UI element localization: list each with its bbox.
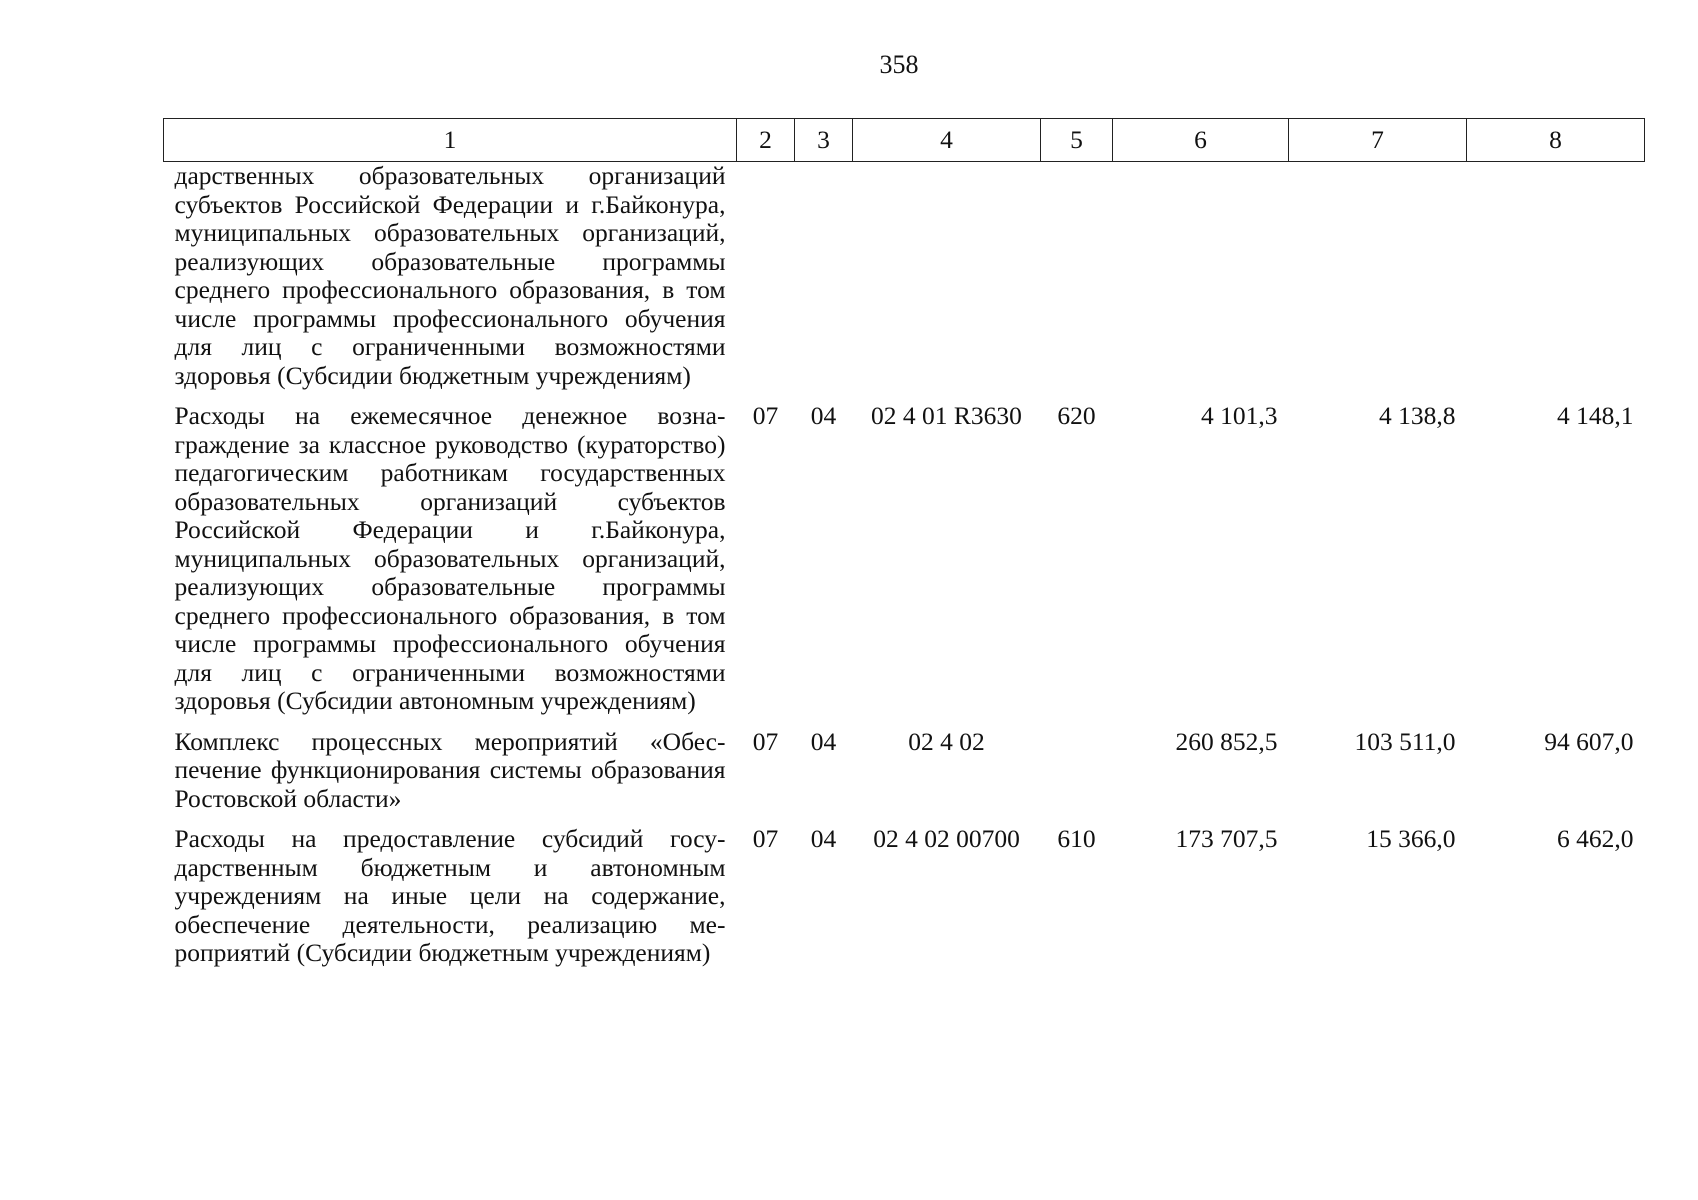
row-target-article: 02 4 02 — [908, 726, 985, 756]
column-header-5: 5 — [1041, 119, 1113, 162]
table-row — [164, 726, 1645, 824]
table-row — [164, 823, 1645, 978]
row-value-6: 260 852,5 — [1175, 726, 1278, 756]
row-target-article — [853, 162, 1041, 401]
row-expense-type: 620 — [1057, 401, 1096, 430]
table-row — [164, 162, 1645, 401]
column-header-4: 4 — [853, 119, 1041, 162]
row-value-7: 103 511,0 — [1354, 726, 1456, 756]
row-description: Расходы на ежемесячное денежное вознаграждение за классное руководство (кураторство) педагогическим работникам государственных образовательных организаций субъектов Российской Федерации и г.Байконура, муниципальных образовательных организаций, реализующих образовательные программы среднего профессионального образования, в том числе программы профессионального обучения для лиц с ограниченными возможностями здоровья (Субсидии автономным учреждениям) — [174, 401, 726, 715]
row-value-8: 4 148,1 — [1557, 401, 1634, 430]
row-section-code: 07 — [752, 726, 779, 756]
row-value-8 — [1467, 162, 1645, 401]
row-description: дарственных образовательных организаций субъектов Российской Федерации и г.Байконура, муниципальных образовательных организаций, реализующих образовательные программы среднего профессионального образования, в том числе программы профессионального обучения для лиц с ограниченными возможностями здоровья (Субсидии бюджетным учреждениям) — [174, 161, 726, 390]
row-section-code: 07 — [752, 401, 779, 430]
row-value-6: 4 101,3 — [1201, 401, 1278, 430]
row-value-8: 94 607,0 — [1544, 726, 1634, 756]
row-description: Расходы на предоставление субсидий государственным бюджетным и автономным учреждениям на иные цели на содержание, обеспечение деятельности, реализацию мероприятий (Субсидии бюджетным учреждениям) — [174, 824, 726, 967]
row-expense-type — [1041, 726, 1113, 824]
column-header-6: 6 — [1113, 119, 1289, 162]
column-header-8: 8 — [1467, 119, 1645, 162]
column-header-3: 3 — [795, 119, 853, 162]
row-description: Комплекс процессных мероприятий «Обеспечение функционирования системы образования Ростовской области» — [174, 726, 726, 813]
row-value-7: 15 366,0 — [1366, 824, 1456, 853]
row-expense-type — [1041, 162, 1113, 401]
row-value-7 — [1289, 162, 1467, 401]
column-header-1: 1 — [164, 119, 737, 162]
header-row — [164, 119, 1645, 162]
row-value-7: 4 138,8 — [1379, 401, 1456, 430]
column-header-7: 7 — [1289, 119, 1467, 162]
row-expense-type: 610 — [1057, 824, 1096, 853]
row-target-article: 02 4 01 R3630 — [871, 401, 1022, 430]
row-value-6 — [1113, 162, 1289, 401]
row-subsection-code — [795, 162, 853, 401]
row-section-code — [737, 162, 795, 401]
row-subsection-code: 04 — [810, 726, 837, 756]
page-number: 358 — [879, 50, 919, 79]
row-target-article: 02 4 02 00700 — [873, 824, 1020, 853]
row-subsection-code: 04 — [810, 824, 837, 853]
table-row — [164, 400, 1645, 726]
row-value-8: 6 462,0 — [1557, 824, 1634, 853]
column-header-2: 2 — [737, 119, 795, 162]
budget-table — [163, 118, 1645, 978]
row-value-6: 173 707,5 — [1175, 824, 1278, 853]
row-subsection-code: 04 — [810, 401, 837, 430]
row-section-code: 07 — [752, 824, 779, 853]
